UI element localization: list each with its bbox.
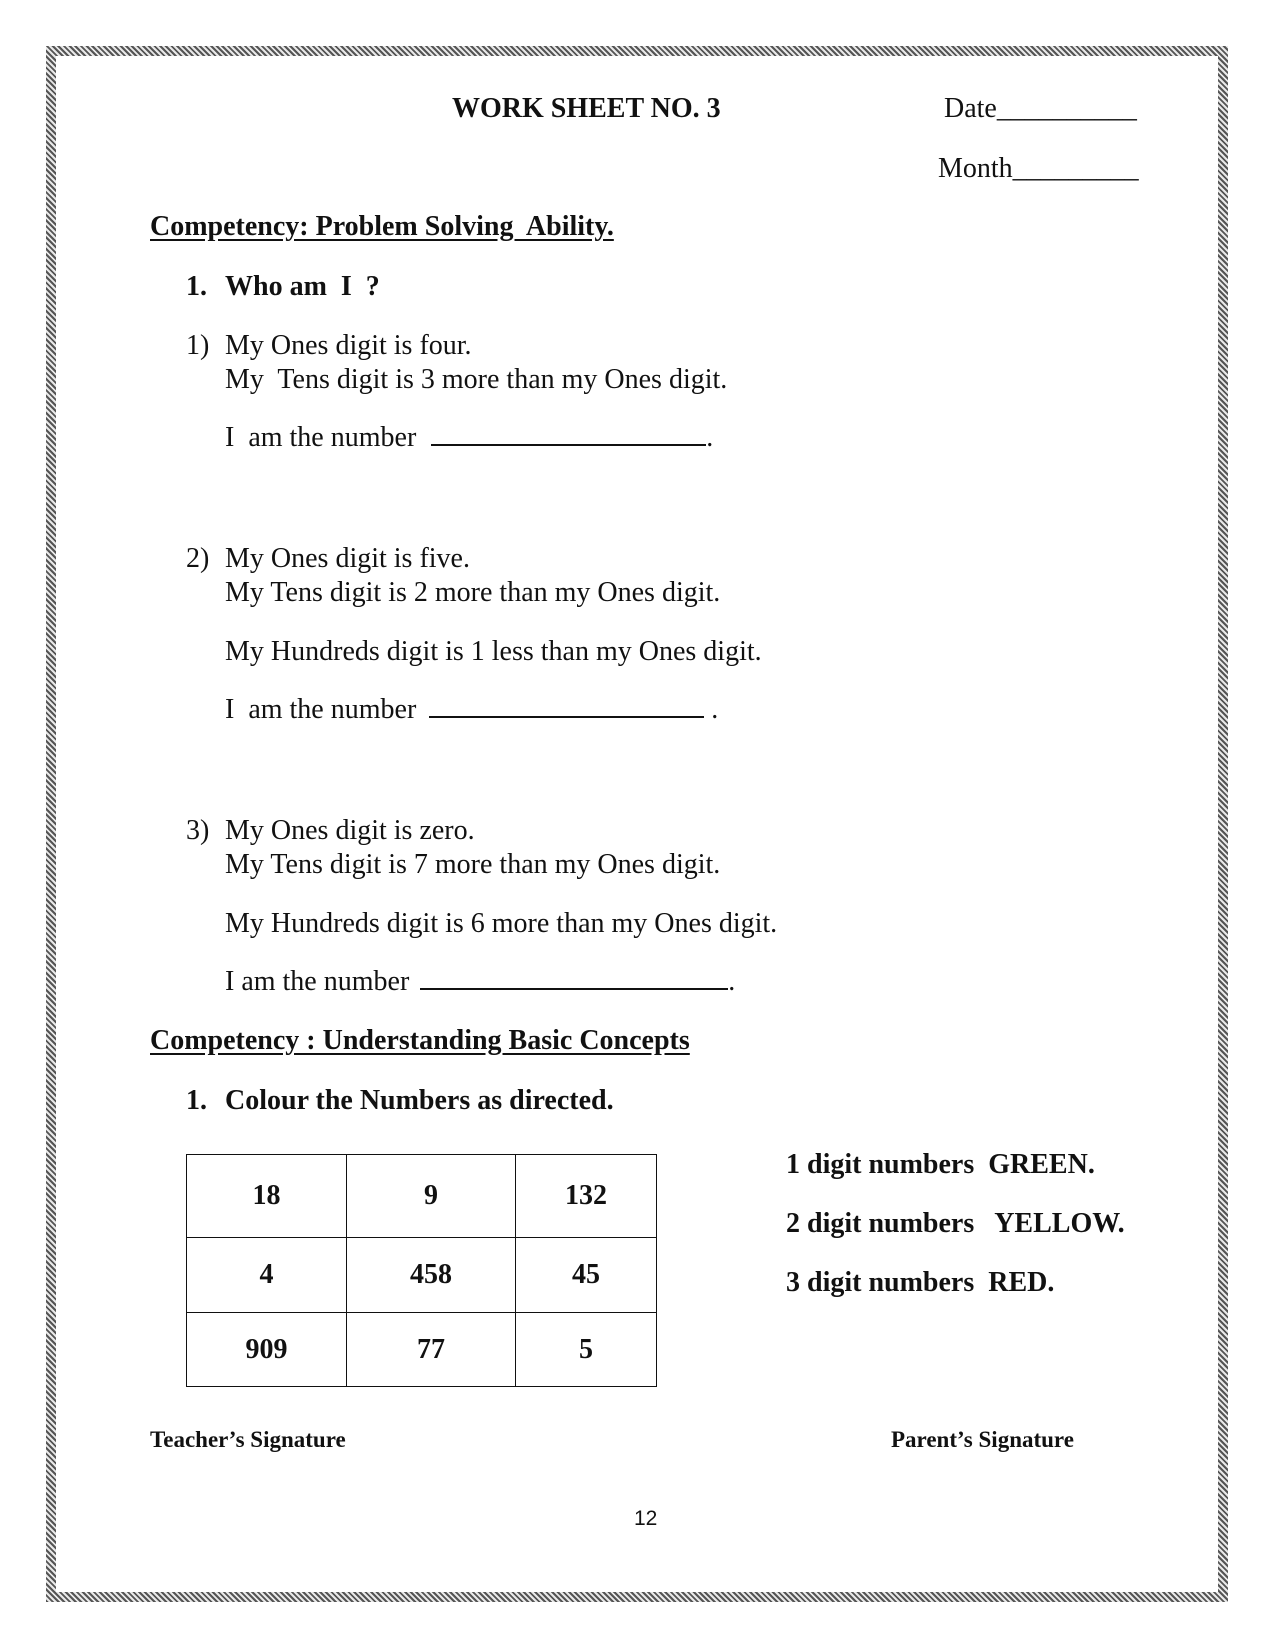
riddle-line: My Hundreds digit is 1 less than my Ones digit. — [225, 636, 762, 667]
grid-cell[interactable]: 77 — [347, 1313, 516, 1387]
page-number: 12 — [634, 1507, 658, 1530]
grid-cell[interactable]: 4 — [187, 1238, 347, 1313]
section1-heading: Competency: Problem Solving Ability. — [150, 211, 614, 242]
colour-instruction: 2 digit numbers YELLOW. — [786, 1208, 1125, 1239]
question-text: Who am I ? — [225, 271, 380, 302]
answer-line — [225, 965, 735, 999]
section2-heading: Competency : Understanding Basic Concepts — [150, 1025, 690, 1056]
answer-prefix: I am the number — [225, 966, 410, 997]
riddle-line: My Ones digit is zero. — [225, 815, 475, 846]
riddle-line: My Tens digit is 7 more than my Ones digit. — [225, 849, 721, 880]
riddle-line: My Ones digit is four. — [225, 330, 472, 361]
month-field[interactable]: Month_________ — [938, 153, 1139, 184]
grid-cell[interactable]: 909 — [187, 1313, 347, 1387]
worksheet-title: WORK SHEET NO. 3 — [452, 93, 721, 124]
answer-suffix: . — [706, 422, 714, 453]
answer-blank[interactable] — [429, 694, 704, 718]
question-number: 1. — [186, 1085, 207, 1116]
parent-signature-label: Parent’s Signature — [891, 1427, 1074, 1452]
answer-prefix: I am the number — [225, 694, 417, 725]
answer-suffix: . — [728, 966, 736, 997]
riddle-line: My Ones digit is five. — [225, 543, 470, 574]
answer-prefix: I am the number — [225, 422, 417, 453]
answer-suffix: . — [704, 694, 719, 725]
answer-line — [225, 421, 713, 455]
riddle-number: 1) — [186, 330, 210, 361]
riddle-number: 3) — [186, 815, 210, 846]
riddle-line: My Tens digit is 3 more than my Ones digit. — [225, 364, 728, 395]
date-field[interactable]: Date__________ — [944, 93, 1137, 124]
number-grid — [186, 1154, 657, 1387]
teacher-signature-label: Teacher’s Signature — [150, 1427, 346, 1452]
question-number: 1. — [186, 271, 207, 302]
grid-cell[interactable]: 132 — [516, 1155, 657, 1238]
grid-cell[interactable]: 458 — [347, 1238, 516, 1313]
colour-instruction: 3 digit numbers RED. — [786, 1267, 1055, 1298]
grid-cell[interactable]: 9 — [347, 1155, 516, 1238]
riddle-number: 2) — [186, 543, 210, 574]
answer-blank[interactable] — [420, 966, 728, 990]
colour-instruction: 1 digit numbers GREEN. — [786, 1149, 1095, 1180]
answer-blank[interactable] — [431, 422, 706, 446]
riddle-line: My Hundreds digit is 6 more than my Ones digit. — [225, 908, 778, 939]
grid-cell[interactable]: 18 — [187, 1155, 347, 1238]
grid-cell[interactable]: 45 — [516, 1238, 657, 1313]
riddle-line: My Tens digit is 2 more than my Ones digit. — [225, 577, 721, 608]
answer-line — [225, 693, 718, 727]
question-text: Colour the Numbers as directed. — [225, 1085, 614, 1116]
grid-cell[interactable]: 5 — [516, 1313, 657, 1387]
